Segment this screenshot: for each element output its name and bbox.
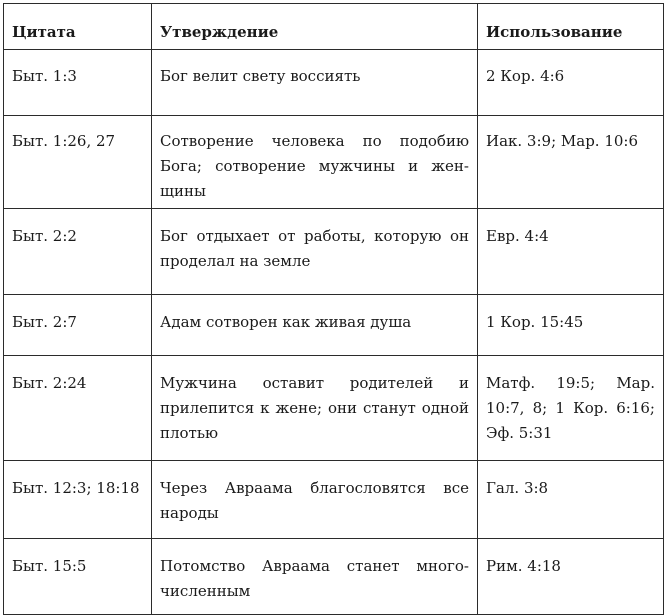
- table-row: [4, 539, 664, 615]
- usage-cell: Рим. 4:18: [478, 539, 664, 615]
- usage-cell: 1 Кор. 15:45: [478, 295, 664, 356]
- citation-cell: Быт. 15:5: [4, 539, 152, 615]
- header-usage: Использование: [478, 4, 664, 50]
- usage-cell: Матф. 19:5; Мар. 10:7, 8; 1 Кор. 6:16; Эф. 5:31: [478, 356, 664, 461]
- statement-cell: Адам сотворен как живая душа: [152, 295, 478, 356]
- quotation-table: [3, 3, 664, 615]
- usage-cell: Гал. 3:8: [478, 461, 664, 539]
- citation-cell: Быт. 1:26, 27: [4, 116, 152, 209]
- table-row: [4, 50, 664, 116]
- citation-cell: Быт. 12:3; 18:18: [4, 461, 152, 539]
- usage-cell: Иак. 3:9; Мар. 10:6: [478, 116, 664, 209]
- citation-cell: Быт. 2:7: [4, 295, 152, 356]
- table-header-row: [4, 4, 664, 50]
- table-row: [4, 356, 664, 461]
- header-statement: Утверждение: [152, 4, 478, 50]
- statement-cell: Бог отдыхает от работы, которую он проделал на земле: [152, 209, 478, 295]
- statement-cell: Через Авраама благословятся все народы: [152, 461, 478, 539]
- statement-cell: Мужчина оставит родителей и прилепится к жене; они станут одной плотью: [152, 356, 478, 461]
- table-row: [4, 461, 664, 539]
- table-row: [4, 295, 664, 356]
- usage-cell: Евр. 4:4: [478, 209, 664, 295]
- citation-cell: Быт. 1:3: [4, 50, 152, 116]
- statement-cell: Потомство Авраама станет многочисленным: [152, 539, 478, 615]
- usage-cell: 2 Кор. 4:6: [478, 50, 664, 116]
- table-row: [4, 209, 664, 295]
- header-citation: Цитата: [4, 4, 152, 50]
- statement-cell: Бог велит свету воссиять: [152, 50, 478, 116]
- statement-cell: Сотворение человека по подобию Бога; сотворение мужчины и женщины: [152, 116, 478, 209]
- citation-cell: Быт. 2:24: [4, 356, 152, 461]
- table-row: [4, 116, 664, 209]
- citation-cell: Быт. 2:2: [4, 209, 152, 295]
